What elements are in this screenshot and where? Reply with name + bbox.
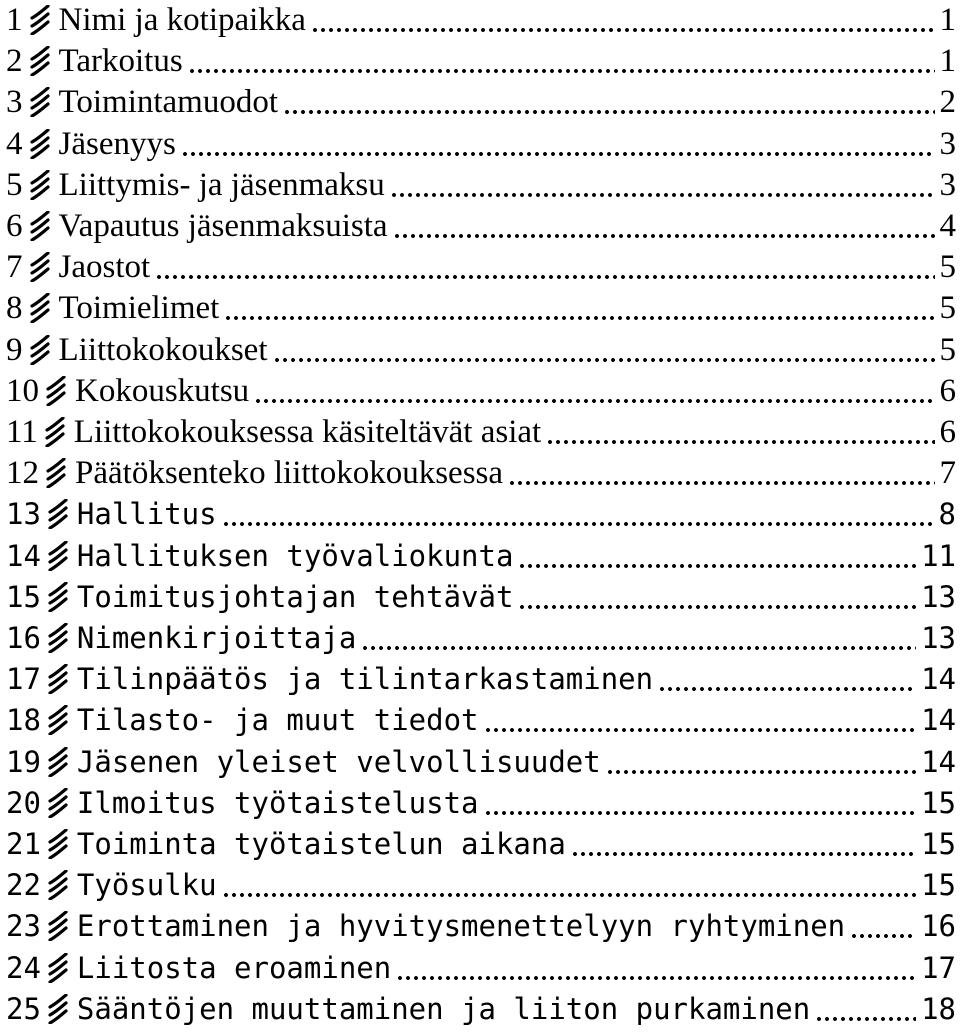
section-number: 16	[6, 621, 41, 655]
section-sign-icon	[47, 623, 69, 653]
dot-leader	[254, 399, 934, 403]
section-number: 12	[6, 455, 39, 492]
section-sign-icon	[47, 499, 69, 529]
section-sign-icon	[29, 170, 51, 200]
dot-leader	[224, 316, 934, 320]
toc-entry[interactable]	[6, 741, 956, 783]
toc-entry[interactable]	[6, 370, 956, 412]
section-title: Toiminta työtaistelun aikana	[76, 827, 566, 861]
section-number: 4	[6, 125, 23, 162]
section-sign-icon	[29, 87, 51, 117]
page-number: 4	[939, 208, 956, 244]
section-title: Jäsenyys	[58, 125, 176, 162]
page-number: 14	[921, 744, 956, 779]
dot-leader	[181, 152, 935, 156]
section-number: 22	[6, 868, 41, 903]
section-title: Tilasto- ja muut tiedot	[76, 703, 479, 738]
section-number: 17	[6, 662, 41, 697]
dot-leader	[484, 728, 917, 732]
page-number: 8	[938, 497, 956, 532]
toc-entry[interactable]	[6, 864, 956, 906]
toc-entry[interactable]	[6, 452, 956, 494]
section-title: Tarkoitus	[58, 43, 183, 80]
dot-leader	[188, 69, 935, 73]
section-number: 14	[6, 538, 41, 573]
toc-entry[interactable]	[6, 658, 956, 700]
section-number: 18	[6, 703, 41, 738]
section-number: 6	[6, 208, 23, 244]
page-number: 5	[939, 249, 956, 286]
page-number: 17	[921, 950, 956, 985]
section-title: Liittokokoukset	[58, 331, 268, 368]
dot-leader	[396, 976, 916, 980]
page-number: 1	[939, 2, 956, 38]
page-number: 6	[939, 414, 956, 450]
dot-leader	[222, 893, 916, 897]
section-title: Nimi ja kotipaikka	[58, 2, 306, 38]
section-number: 10	[6, 372, 39, 409]
section-sign-icon	[47, 870, 69, 900]
section-sign-icon	[29, 211, 51, 241]
section-sign-icon	[47, 953, 69, 983]
toc-entry[interactable]	[6, 988, 956, 1030]
toc-entry[interactable]	[6, 0, 956, 41]
section-title: Hallituksen työvaliokunta	[76, 538, 514, 573]
dot-leader	[546, 440, 934, 444]
page-number: 15	[921, 827, 956, 861]
toc-entry[interactable]	[6, 493, 956, 535]
dot-leader	[571, 852, 916, 856]
page-number: 11	[921, 538, 956, 573]
toc-entry[interactable]	[6, 699, 956, 741]
section-number: 8	[6, 290, 23, 327]
section-sign-icon	[44, 417, 66, 447]
dot-leader	[393, 234, 935, 238]
page-number: 2	[939, 84, 956, 121]
section-title: Liitosta eroaminen	[76, 950, 392, 985]
dot-leader	[815, 1017, 916, 1021]
page-number: 5	[939, 290, 956, 327]
page-number: 1	[939, 43, 956, 80]
section-number: 2	[6, 43, 23, 80]
dot-leader	[518, 564, 916, 568]
section-sign-icon	[29, 5, 51, 35]
dot-leader	[658, 687, 916, 691]
section-sign-icon	[47, 911, 69, 941]
dot-leader	[508, 481, 934, 485]
section-number: 25	[6, 991, 41, 1026]
section-title: Liittokokouksessa käsiteltävät asiat	[73, 414, 542, 450]
toc-entry[interactable]	[6, 411, 956, 453]
page-number: 5	[939, 331, 956, 368]
toc-entry[interactable]	[6, 205, 956, 247]
section-title: Liittymis- ja jäsenmaksu	[58, 166, 385, 203]
section-sign-icon	[47, 541, 69, 571]
section-sign-icon	[47, 829, 69, 859]
section-number: 3	[6, 84, 23, 121]
page-number: 7	[939, 455, 956, 492]
page-number: 14	[921, 703, 956, 738]
section-sign-icon	[29, 46, 51, 76]
dot-leader	[311, 28, 935, 32]
section-sign-icon	[29, 252, 51, 282]
toc-entry[interactable]	[6, 40, 956, 82]
toc-entry[interactable]	[6, 905, 956, 947]
toc-entry[interactable]	[6, 535, 956, 577]
dot-leader	[390, 193, 935, 197]
section-sign-icon	[47, 994, 69, 1024]
section-title: Hallitus	[76, 497, 217, 532]
section-number: 13	[6, 497, 41, 532]
section-number: 15	[6, 579, 41, 614]
dot-leader	[283, 110, 934, 114]
section-sign-icon	[45, 376, 67, 406]
page-number: 3	[939, 125, 956, 162]
section-title: Toimitusjohtajan tehtävät	[76, 579, 514, 614]
section-title: Ilmoitus työtaistelusta	[76, 785, 479, 820]
section-title: Työsulku	[76, 868, 217, 903]
section-sign-icon	[47, 747, 69, 777]
section-title: Toimintamuodot	[58, 84, 279, 121]
page-number: 18	[921, 991, 956, 1026]
section-sign-icon	[47, 582, 69, 612]
dot-leader	[222, 522, 934, 526]
section-title: Vapautus jäsenmaksuista	[58, 208, 388, 244]
section-title: Toimielimet	[58, 290, 220, 327]
toc-entry[interactable]	[6, 81, 956, 123]
dot-leader	[606, 770, 916, 774]
section-number: 19	[6, 744, 41, 779]
section-number: 5	[6, 166, 23, 203]
section-number: 9	[6, 331, 23, 368]
toc-entry[interactable]	[6, 823, 956, 865]
section-number: 11	[6, 414, 38, 450]
dot-leader	[484, 811, 917, 815]
toc-entry[interactable]	[6, 287, 956, 329]
page-number: 13	[921, 579, 956, 614]
section-title: Jaostot	[58, 249, 151, 286]
dot-leader	[850, 934, 916, 938]
dot-leader	[518, 605, 916, 609]
section-sign-icon	[29, 293, 51, 323]
section-sign-icon	[47, 705, 69, 735]
toc-entry[interactable]	[6, 164, 956, 206]
section-sign-icon	[47, 788, 69, 818]
page-number: 15	[921, 785, 956, 820]
section-title: Sääntöjen muuttaminen ja liiton purkaminen	[76, 991, 811, 1026]
dot-leader	[273, 358, 935, 362]
toc-entry[interactable]	[6, 246, 956, 288]
section-sign-icon	[29, 129, 51, 159]
section-title: Jäsenen yleiset velvollisuudet	[76, 744, 601, 779]
section-number: 20	[6, 785, 41, 820]
section-sign-icon	[47, 664, 69, 694]
section-number: 23	[6, 909, 41, 944]
page-number: 16	[921, 909, 956, 944]
section-title: Erottaminen ja hyvitysmenettelyyn ryhtyminen	[76, 909, 846, 944]
toc-entry[interactable]	[6, 617, 956, 659]
section-number: 21	[6, 827, 41, 861]
section-number: 1	[6, 2, 23, 38]
toc-entry[interactable]	[6, 576, 956, 618]
page-number: 6	[939, 372, 956, 409]
section-sign-icon	[29, 335, 51, 365]
toc-entry[interactable]	[6, 782, 956, 824]
dot-leader	[155, 275, 934, 279]
section-title: Kokouskutsu	[75, 372, 250, 409]
section-title: Päätöksenteko liittokokouksessa	[75, 455, 504, 492]
dot-leader	[361, 646, 916, 650]
section-number: 24	[6, 950, 41, 985]
toc-entry[interactable]	[6, 947, 956, 989]
page-number: 13	[921, 621, 956, 655]
section-title: Nimenkirjoittaja	[76, 621, 357, 655]
page-number: 3	[939, 166, 956, 203]
section-number: 7	[6, 249, 23, 286]
toc-entry[interactable]	[6, 329, 956, 371]
section-sign-icon	[45, 458, 67, 488]
section-title: Tilinpäätös ja tilintarkastaminen	[76, 662, 654, 697]
page-number: 15	[921, 868, 956, 903]
toc-entry[interactable]	[6, 123, 956, 165]
page-number: 14	[921, 662, 956, 697]
